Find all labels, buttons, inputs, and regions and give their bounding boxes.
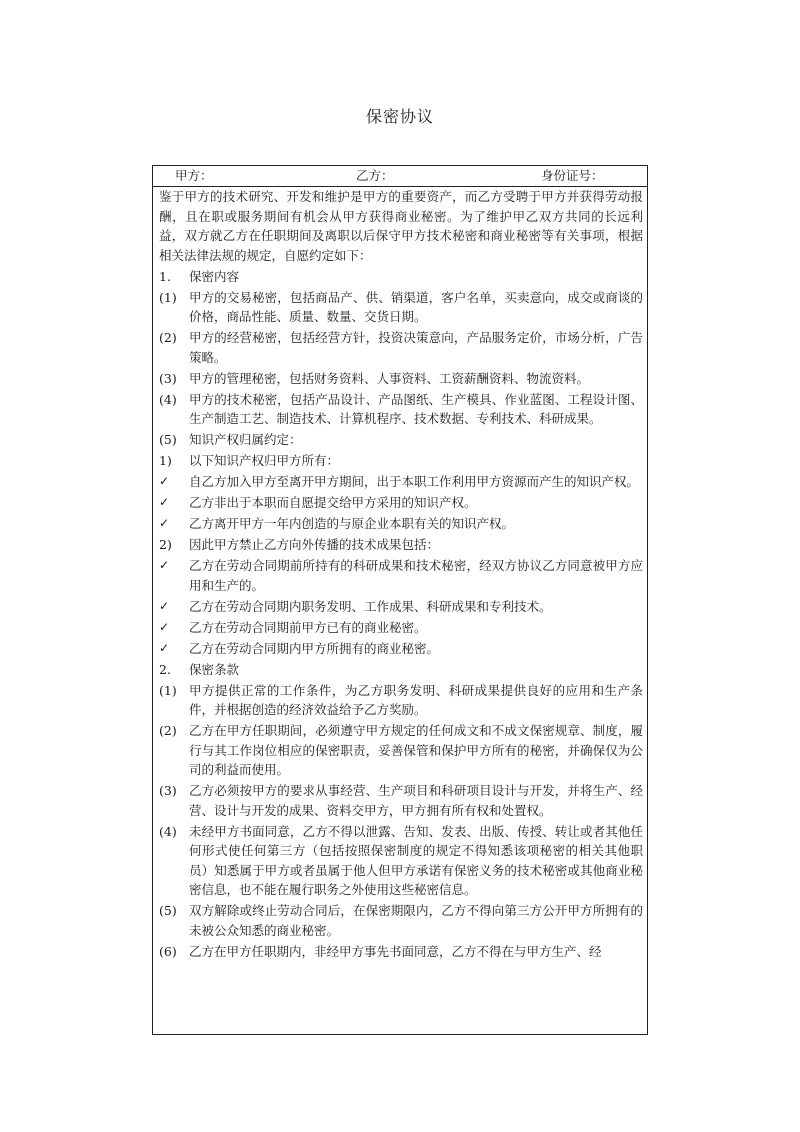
clause-item bbox=[159, 822, 643, 900]
document-title: 保密协议 bbox=[365, 107, 434, 126]
checkmark-icon: ✓ bbox=[159, 640, 170, 655]
checkmark-icon: ✓ bbox=[159, 495, 170, 509]
clause-item bbox=[159, 556, 643, 595]
clause-number: 2. bbox=[159, 661, 171, 677]
clause-number: (6) bbox=[159, 943, 177, 959]
clause-item bbox=[159, 781, 643, 820]
clause-number: (2) bbox=[159, 723, 177, 738]
clause-item bbox=[159, 328, 643, 367]
clause-list bbox=[159, 267, 643, 962]
party-header-row bbox=[153, 166, 647, 187]
clause-text: 乙方在甲方任职期间，必须遵守甲方规定的任何成文和不成文保密规章、制度，履行与其工作岗位相应的保密职责，妥善保管和保护甲方所有的秘密，并确保仅为公司的利益而使用。 bbox=[189, 723, 643, 777]
clause-item bbox=[159, 493, 643, 513]
clause-text: 甲方的交易秘密，包括商品产、供、销渠道，客户名单，买卖意向，成交或商谈的价格，商品性能、质量、数量、交货日期。 bbox=[189, 289, 643, 324]
clause-text: 保密内容 bbox=[189, 268, 240, 284]
clause-text: 双方解除或终止劳动合同后，在保密期限内，乙方不得向第三方公开甲方所拥有的未被公众知悉的商业秘密。 bbox=[189, 903, 643, 938]
party-b-label: 乙方： bbox=[356, 168, 394, 183]
clause-item bbox=[159, 639, 643, 659]
clause-number: (5) bbox=[159, 432, 177, 447]
clause-item bbox=[159, 451, 643, 471]
clause-item bbox=[159, 942, 643, 962]
clause-number: (3) bbox=[159, 370, 177, 386]
checkmark-icon: ✓ bbox=[159, 516, 170, 530]
clause-text: 保密条款 bbox=[189, 661, 240, 677]
clause-text: 乙方在劳动合同期前甲方已有的商业秘密。 bbox=[189, 619, 427, 635]
clause-text: 甲方的经营秘密，包括经营方针，投资决策意向，产品服务定价，市场分析，广告策略。 bbox=[189, 330, 643, 365]
clause-item bbox=[159, 597, 643, 617]
clause-number: (1) bbox=[159, 682, 177, 698]
clause-number: (4) bbox=[159, 823, 177, 839]
clause-item bbox=[159, 430, 643, 450]
clause-text: 乙方必须按甲方的要求从事经营、生产项目和科研项目设计与开发，并将生产、经营、设计与开发的成果、资料交甲方，甲方拥有所有权和处置权。 bbox=[189, 783, 643, 818]
clause-item bbox=[159, 535, 643, 555]
clause-number: (5) bbox=[159, 903, 177, 918]
clause-item bbox=[159, 618, 643, 638]
clause-text: 未经甲方书面同意，乙方不得以泄露、告知、发表、出版、传授、转让或者其他任何形式使任何第三方（包括按照保密制度的规定不得知悉该项秘密的相关其他职员）知悉属于甲方或者虽属于他人但甲方承诺有保密义务的技术秘密或其他商业秘密信息，也不能在履行职务之外使用这些秘密信息。 bbox=[189, 823, 643, 897]
clause-number: (2) bbox=[159, 330, 177, 345]
checkmark-icon: ✓ bbox=[159, 619, 170, 634]
clause-number: (4) bbox=[159, 391, 177, 407]
agreement-body bbox=[153, 187, 647, 961]
clause-text: 甲方的技术秘密，包括产品设计、产品图纸、生产模具、作业蓝图、工程设计图、生产制造工艺、制造技术、计算机程序、技术数据、专利技术、科研成果。 bbox=[189, 391, 643, 426]
clause-item bbox=[159, 472, 643, 492]
clause-item bbox=[159, 369, 643, 389]
clause-number: (1) bbox=[159, 289, 177, 305]
clause-text: 乙方在劳动合同期前所持有的科研成果和技术秘密，经双方协议乙方同意被甲方应用和生产的。 bbox=[189, 558, 643, 593]
clause-text: 甲方提供正常的工作条件，为乙方职务发明、科研成果提供良好的应用和生产条件，并根据创造的经济效益给予乙方奖励。 bbox=[189, 682, 643, 717]
clause-item bbox=[159, 288, 643, 327]
clause-text: 乙方在劳动合同期内甲方所拥有的商业秘密。 bbox=[189, 640, 440, 656]
id-number-label: 身份证号： bbox=[541, 168, 604, 183]
clause-item bbox=[159, 514, 643, 534]
clause-item bbox=[159, 681, 643, 720]
clause-number: (3) bbox=[159, 783, 177, 798]
checkmark-icon: ✓ bbox=[159, 558, 170, 572]
clause-item bbox=[159, 267, 643, 287]
clause-text: 知识产权归属约定： bbox=[189, 432, 302, 447]
checkmark-icon: ✓ bbox=[159, 598, 170, 613]
agreement-table bbox=[152, 165, 648, 1035]
clause-text: 自乙方加入甲方至离开甲方期间，出于本职工作利用甲方资源而产生的知识产权。 bbox=[189, 474, 640, 489]
clause-text: 以下知识产权归甲方所有： bbox=[189, 453, 340, 468]
clause-text: 乙方离开甲方一年内创造的与原企业本职有关的知识产权。 bbox=[189, 516, 515, 531]
party-a-label: 甲方： bbox=[175, 168, 213, 183]
clause-text: 因此甲方禁止乙方向外传播的技术成果包括： bbox=[189, 537, 440, 552]
clause-text: 甲方的管理秘密，包括财务资料、人事资料、工资薪酬资料、物流资料。 bbox=[189, 370, 590, 386]
clause-text: 乙方在甲方任职期内，非经甲方事先书面同意，乙方不得在与甲方生产、经 bbox=[189, 943, 602, 959]
clause-number: 2) bbox=[159, 537, 172, 552]
checkmark-icon: ✓ bbox=[159, 474, 170, 488]
clause-text: 乙方非出于本职而自愿提交给甲方采用的知识产权。 bbox=[189, 495, 477, 510]
clause-item bbox=[159, 721, 643, 780]
clause-item bbox=[159, 390, 643, 429]
clause-number: 1) bbox=[159, 453, 172, 468]
clause-number: 1. bbox=[159, 268, 171, 284]
clause-item bbox=[159, 901, 643, 940]
clause-text: 乙方在劳动合同期内职务发明、工作成果、科研成果和专利技术。 bbox=[189, 598, 552, 614]
clause-item bbox=[159, 660, 643, 680]
intro-paragraph: 鉴于甲方的技术研究、开发和维护是甲方的重要资产，而乙方受聘于甲方并获得劳动报酬，且在职或服务期间有机会从甲方获得商业秘密。为了维护甲乙双方共同的长远利益，双方就乙方在任职期间及离职以后保守甲方技术秘密和商业秘密等有关事项，根据相关法律法规的规定，自愿约定如下： bbox=[159, 189, 643, 263]
